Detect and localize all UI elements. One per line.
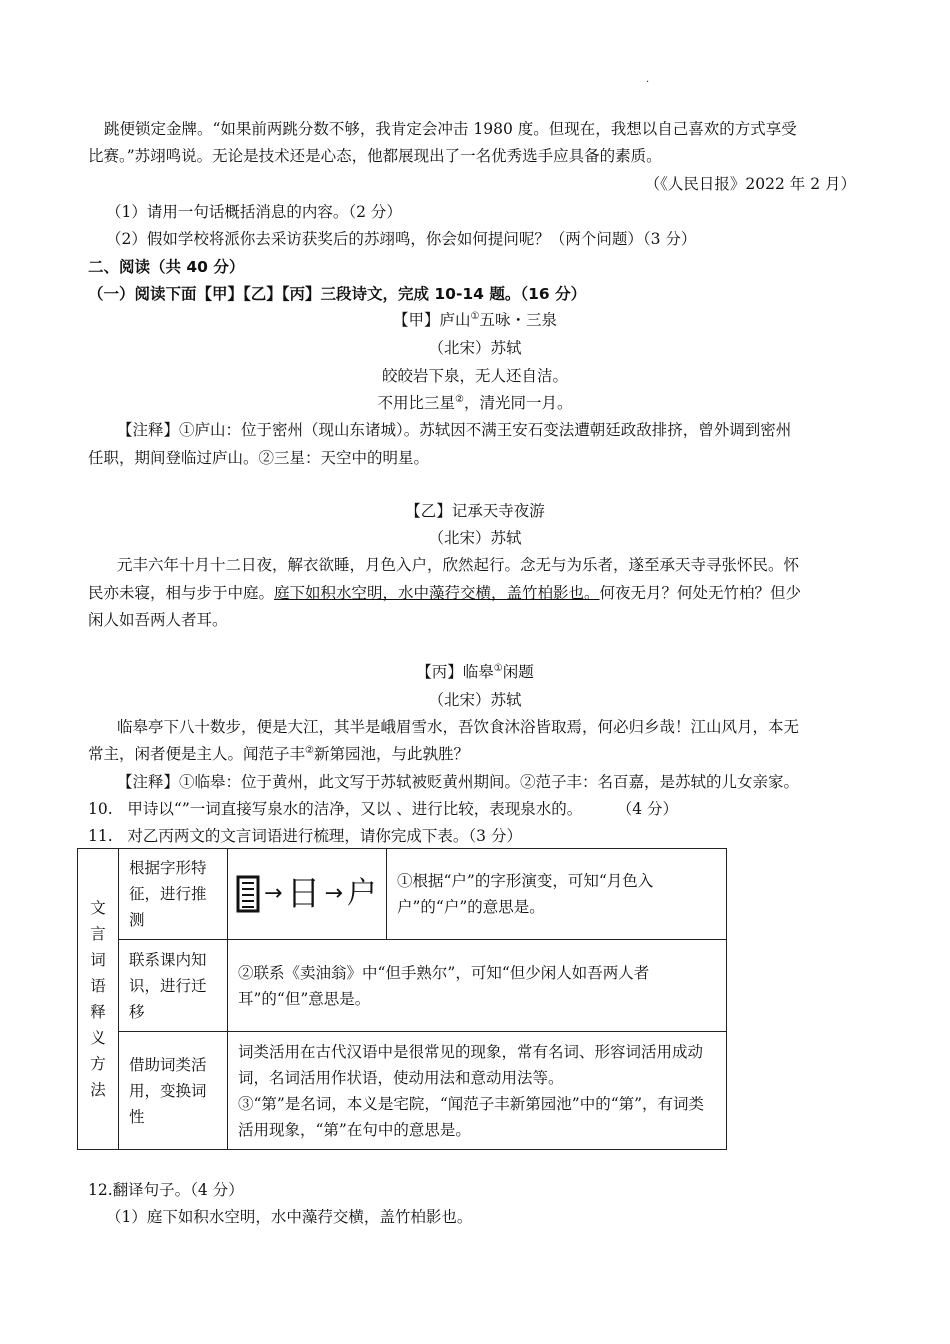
jia-author: （北宋）苏轼: [428, 339, 522, 357]
row3-method: 借助词类活用，变换词性: [119, 1032, 228, 1150]
intro-question-2: （2）假如学校将派你去采访获奖后的苏翊鸣，你会如何提问呢？（两个问题）（3 分）: [106, 230, 697, 248]
page-dot: .: [646, 74, 650, 85]
question-12: 12.翻译句子。（4 分）: [88, 1181, 244, 1199]
jia-poem-line-2: 不用比三星②，清光同一月。: [377, 393, 573, 412]
bing-note: 【注释】①临皋：位于黄州，此文写于苏轼被贬黄州期间。②范子丰：名百嘉，是苏轼的儿女亲家。: [117, 773, 800, 791]
jia-note-line-1: 【注释】①庐山：位于密州（现山东诸城）。苏轼因不满王安石变法遭朝廷政敌排挤，曾外调到密州: [117, 421, 792, 439]
door-glyph: 户: [346, 876, 377, 911]
bing-title: 【丙】临皋①闲题: [416, 662, 534, 681]
yi-para-line-3: 闲人如吾两人者耳。: [88, 611, 228, 629]
row1-method: 根据字形特征，进行推测: [119, 849, 228, 940]
bing-para-line-1: 临皋亭下八十数步，便是大江，其半是峨眉雪水，吾饮食沐浴皆取焉，何必归乡哉！江山风月，本无: [117, 718, 800, 736]
jia-note-line-2: 任职，期间登临过庐山。②三星：天空中的明星。: [88, 449, 430, 467]
intro-source: （《人民日报》2022 年 2 月）: [644, 175, 856, 193]
question-10: 10. 甲诗以“”一词直接写泉水的洁净，又以 、进行比较，表现泉水的。 （4 分）: [88, 800, 678, 818]
question-11: 11. 对乙丙两文的文言词语进行梳理，请你完成下表。（3 分）: [88, 827, 522, 845]
bing-author: （北宋）苏轼: [428, 691, 522, 709]
row2-content: ②联系《卖油翁》中“但手熟尔”，可知“但少闲人如吾两人者耳”的“但”意思是。: [228, 940, 727, 1032]
row3-content: 词类活用在古代汉语中是很常见的现象，常有名词、形容词活用成动词，名词活用作状语，使动用法和意动用法等。 ③“第”是名词，本义是宅院，“闻范子丰新第园池”中的“第”，有词类活用现象，“第”在句中的意思是。: [228, 1032, 727, 1150]
question-12-1: （1）庭下如积水空明，水中藻荇交横，盖竹柏影也。: [106, 1208, 473, 1226]
sun-glyph: 日: [286, 874, 321, 914]
yi-underlined-sentence: 庭下如积水空明，水中藻荇交横，盖竹柏影也。: [274, 584, 600, 602]
yi-para-line-2: 民亦未寝，相与步于中庭。庭下如积水空明，水中藻荇交横，盖竹柏影也。何夜无月？何处无竹柏？但少: [88, 584, 802, 602]
arrow-icon: →: [324, 881, 343, 906]
yi-author: （北宋）苏轼: [428, 529, 522, 547]
jia-poem-line-1: 皎皎岩下泉，无人还自洁。: [381, 367, 568, 385]
yi-title: 【乙】记承天寺夜游: [405, 502, 545, 520]
arrow-icon: →: [264, 881, 283, 906]
row1-glyph-evolution: [228, 849, 387, 940]
section-title: 二、阅读（共 40 分）: [88, 258, 245, 276]
yi-para-line-1: 元丰六年十月十二日夜，解衣欲睡，月色入户，欣然起行。念无与为乐者，遂至承天寺寻张怀民。怀: [117, 556, 800, 574]
bing-para-line-2: 常主，闲者便是主人。闻范子丰②新第园池，与此孰胜？: [88, 744, 469, 763]
row2-method: 联系课内知识，进行迁移: [119, 940, 228, 1032]
ancient-door-glyph-icon: [236, 875, 260, 913]
vocab-table: [77, 848, 727, 1150]
row1-content: ①根据“户”的字形演变，可知“月色入户”的“户”的意思是。: [387, 849, 727, 940]
table-side-label: 文 言 词 语 释 义 方 法: [78, 849, 119, 1150]
section-subtitle: （一）阅读下面【甲】【乙】【丙】三段诗文，完成 10-14 题。（16 分）: [88, 285, 587, 303]
jia-title: 【甲】庐山①五咏・三泉: [393, 310, 557, 329]
intro-line-2: 比赛。”苏翊鸣说。无论是技术还是心态，他都展现出了一名优秀选手应具备的素质。: [88, 147, 662, 165]
intro-line-1: 跳便锁定金牌。“如果前两跳分数不够，我肯定会冲击 1980 度。但现在，我想以自己喜欢的方式享受: [104, 120, 797, 138]
intro-question-1: （1）请用一句话概括消息的内容。（2 分）: [106, 203, 402, 221]
